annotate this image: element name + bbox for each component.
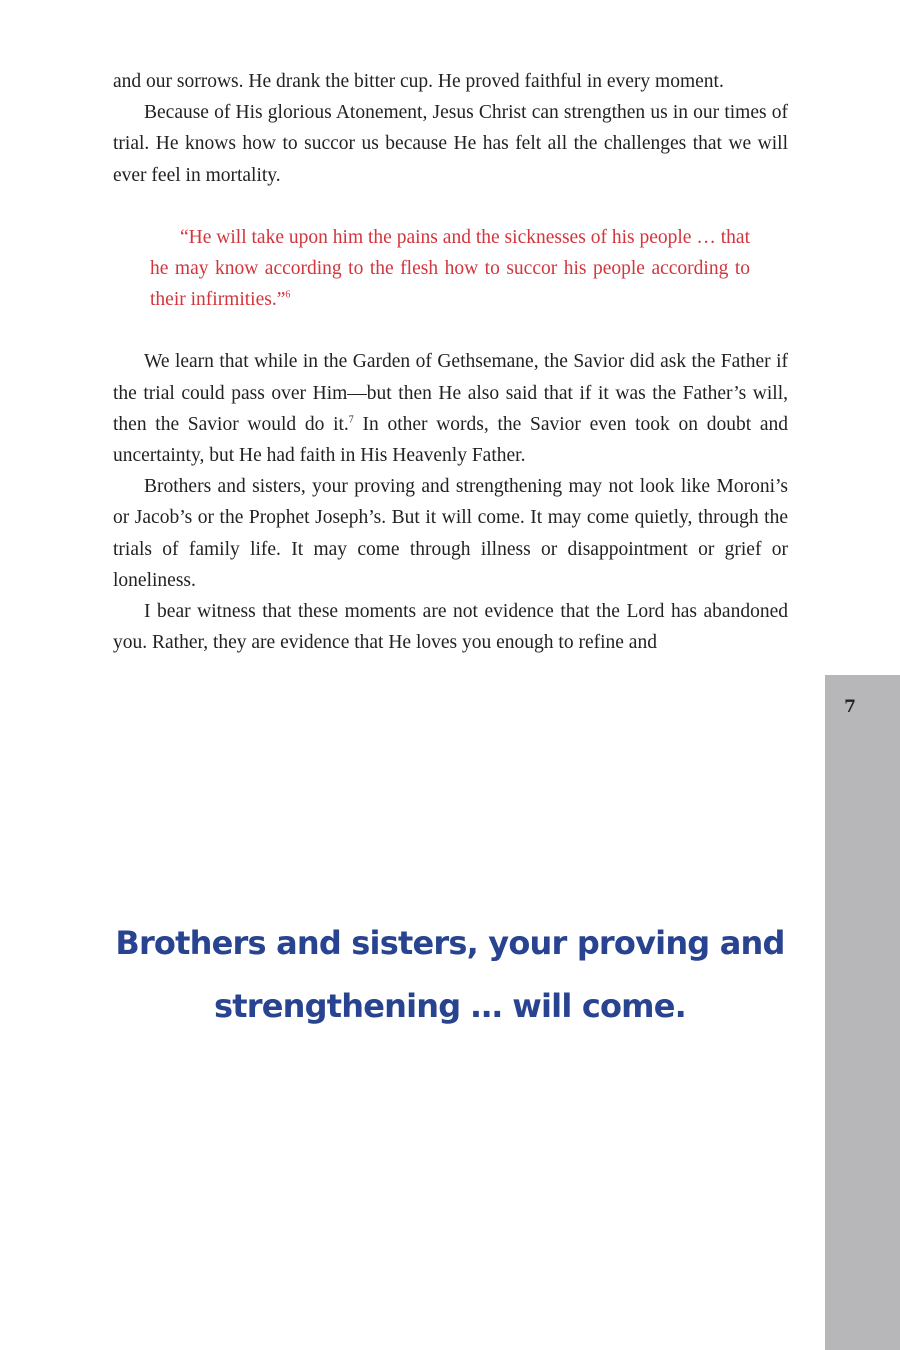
body-text <box>113 66 788 658</box>
footnote-marker-6: 6 <box>285 289 291 301</box>
paragraph-gethsemane-end: In other words, the Savior even took on doubt and uncertainty, but He had faith in His Heavenly Father. <box>113 413 788 467</box>
page-number: 7 <box>844 697 856 717</box>
paragraph-atonement: Because of His glorious Atonement, Jesus Christ can strengthen us in our times of trial. He knows how to succor us because He has felt all the challenges that we will ever feel in mortality. <box>113 102 788 186</box>
pull-quote: Brothers and sisters, your proving and strengthening … will come. <box>115 924 785 1025</box>
paragraph-gethsemane <box>113 346 788 471</box>
paragraph-witness: I bear witness that these moments are not evidence that the Lord has abandoned you. Rather, they are evidence that He loves you enough to refine and <box>113 601 788 654</box>
side-tab <box>825 675 900 1350</box>
footnote-marker-7: 7 <box>348 414 354 426</box>
paragraph-continuation: and our sorrows. He drank the bitter cup. He proved faithful in every moment. <box>113 71 724 92</box>
scripture-quote-text: “He will take upon him the pains and the sicknesses of his people … that he may know according to the flesh how to succor his people according to their infirmities.” <box>150 226 750 311</box>
scripture-quote <box>150 222 750 316</box>
paragraph-proving: Brothers and sisters, your proving and strengthening may not look like Moroni’s or Jacob’s or the Prophet Joseph’s. But it will come. It may come quietly, through the trials of family life. It may come through illness or disappointment or grief or loneliness. <box>113 476 788 591</box>
paragraph-gethsemane-start: We learn that while in the Garden of Gethsemane, the Savior did ask the Father if the trial could pass over Him—but then He also said that if it was the Father’s will, then the Savior would do it. <box>113 351 788 435</box>
